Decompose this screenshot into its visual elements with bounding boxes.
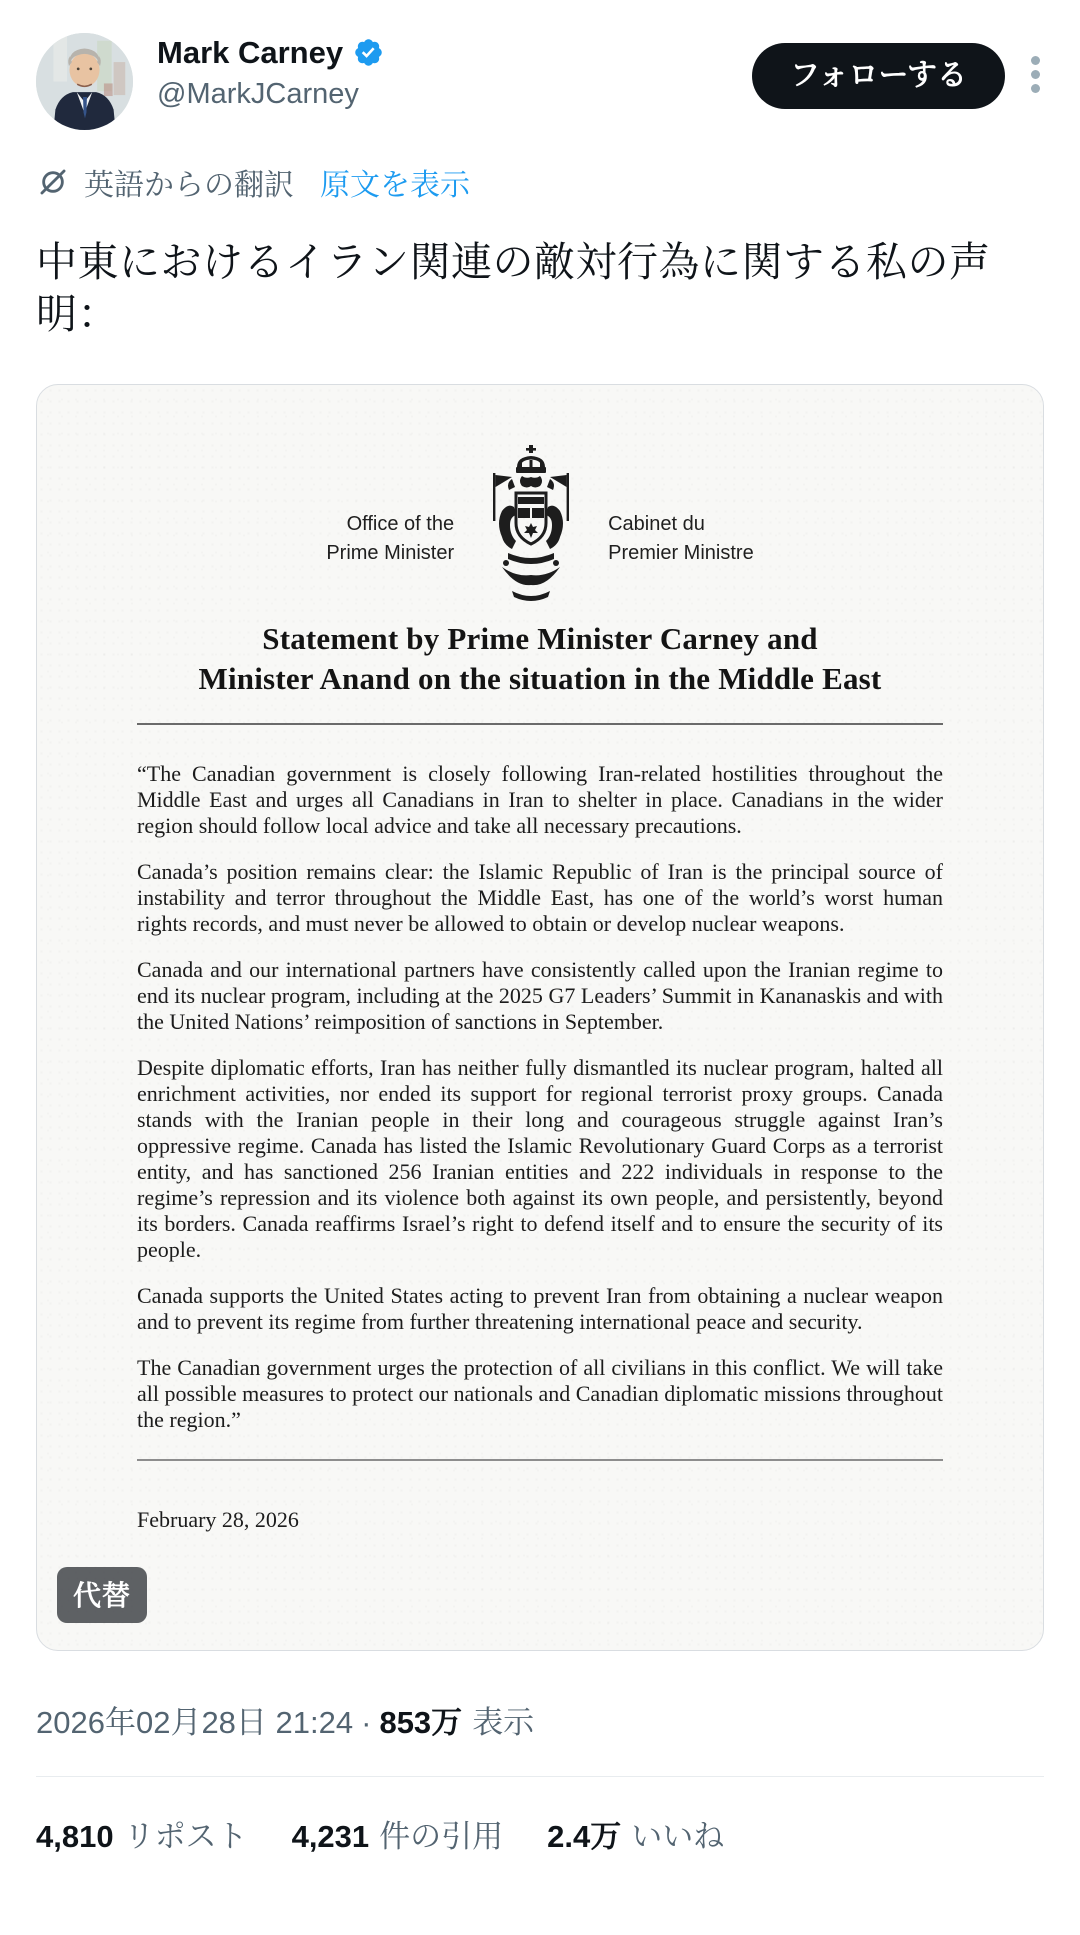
- statement-body: [137, 761, 943, 1433]
- footer-divider: [137, 1459, 943, 1461]
- translated-from-label: 英語からの翻訳: [84, 169, 294, 202]
- statement-paragraph: Canada supports the United States acting to prevent Iran from obtaining a nuclear weapon and to prevent its regime from further threatening international peace and security.: [137, 1283, 943, 1335]
- user-names: [157, 25, 384, 111]
- office-label-en: Office of the Prime Minister: [326, 513, 455, 565]
- display-name[interactable]: Mark Carney: [157, 35, 344, 70]
- statement-paragraph: Canada and our international partners have consistently called upon the Iranian regime to end its nuclear program, including at the 2025 G7 Leaders’ Summit in Kananaskis and with the United Nations’ reimposition of sanctions in September.: [137, 957, 943, 1035]
- title-divider: [137, 723, 943, 725]
- avatar-portrait: [36, 33, 133, 130]
- likes-stat[interactable]: 2.4万 いいね: [547, 1819, 725, 1855]
- alt-text-badge[interactable]: 代替: [57, 1567, 147, 1623]
- tweet-header: [36, 25, 1044, 130]
- follow-button[interactable]: フォローする: [752, 43, 1005, 109]
- user-handle[interactable]: @MarkJCarney: [157, 77, 359, 110]
- stats-divider: [36, 1776, 1044, 1777]
- statement-paragraph: Canada’s position remains clear: the Islamic Republic of Iran is the principal source of instability and terror throughout the Middle East, has one of the world’s worst human rights records, and must never be allowed to obtain or develop nuclear weapons.: [137, 859, 943, 937]
- statement-paragraph: “The Canadian government is closely following Iran-related hostilities throughout the Middle East and urges all Canadians in Iran to shelter in place. Canadians in the wider region should follow local advice and take all necessary precautions.: [137, 761, 943, 839]
- stats-row: [36, 1811, 1044, 1856]
- meta-separator: ·: [361, 1705, 372, 1741]
- more-menu-icon[interactable]: [1027, 47, 1044, 102]
- translate-icon: [36, 165, 70, 199]
- quotes-stat[interactable]: 4,231 件の引用: [291, 1819, 504, 1855]
- statement-paper: [37, 385, 1043, 1533]
- letterhead: [137, 445, 943, 605]
- reposts-stat[interactable]: 4,810 リポスト: [36, 1819, 248, 1855]
- views-count: 853万: [379, 1705, 463, 1741]
- timestamp-views-row[interactable]: [36, 1697, 1044, 1742]
- show-original-link[interactable]: 原文を表示: [320, 169, 470, 202]
- statement-date: February 28, 2026: [137, 1507, 299, 1533]
- statement-paragraph: The Canadian government urges the protection of all civilians in this conflict. We will take all possible measures to protect our nationals and Canadian diplomatic missions throughout the region.”: [137, 1355, 943, 1433]
- avatar[interactable]: [36, 33, 133, 130]
- views-label: 表示: [472, 1705, 535, 1741]
- statement-image-card[interactable]: [36, 384, 1044, 1651]
- verified-badge-icon: [353, 37, 384, 68]
- canada-coat-of-arms-icon: [472, 445, 590, 605]
- translation-row: [36, 160, 1044, 204]
- statement-title: Statement by Prime Minister Carney and Minister Anand on the situation in the Middle East: [198, 621, 882, 697]
- statement-paragraph: Despite diplomatic efforts, Iran has neither fully dismantled its nuclear program, halted all enrichment activities, nor ended its support for regional terrorist proxy groups. Canada stands with the Iranian people in their long and courageous struggle against Iran’s oppressive regime. Canada has listed the Islamic Revolutionary Guard Corps as a terrorist entity, and has sanctioned 256 Iranian entities and 222 individuals in response to the regime’s repression and its violence both against its own people, and persistently, beyond its borders. Canada reaffirms Israel’s right to defend itself and to ensure the security of its people.: [137, 1055, 943, 1263]
- office-label-fr: Cabinet du Premier Ministre: [608, 513, 754, 565]
- timestamp[interactable]: 2026年02月28日 21:24: [36, 1705, 354, 1741]
- tweet-text: 中東におけるイラン関連の敵対行為に関する私の声明：: [36, 239, 991, 338]
